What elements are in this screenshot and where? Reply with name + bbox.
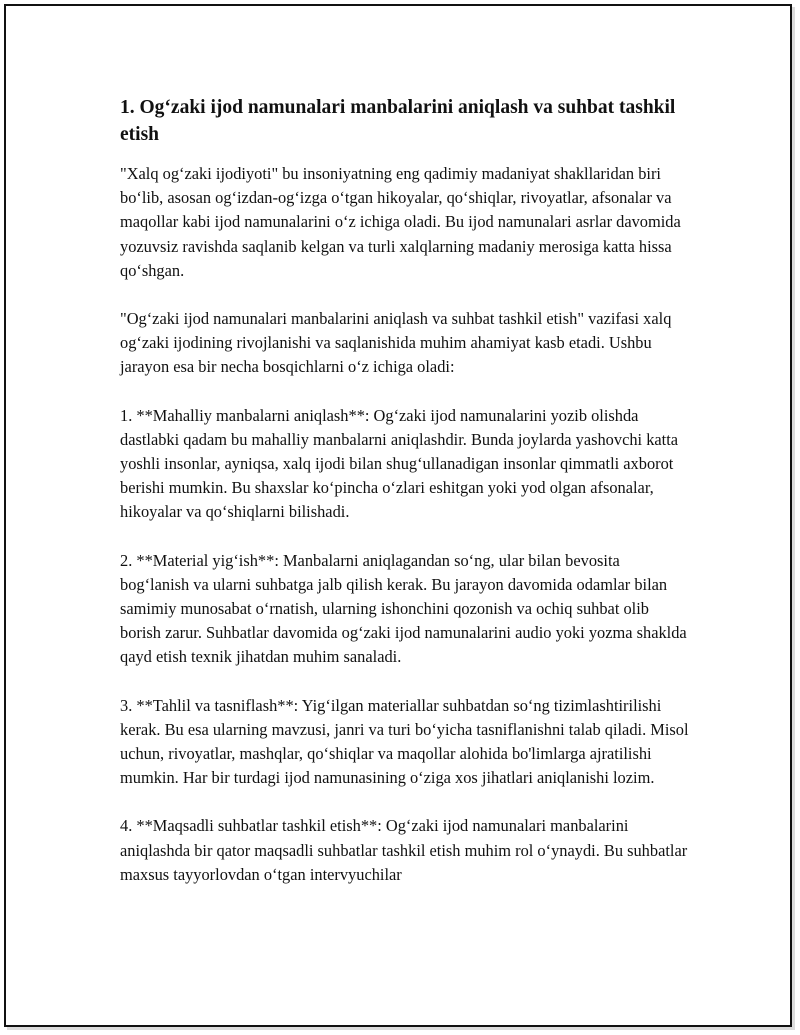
paragraph-task: "Og‘zaki ijod namunalari manbalarini aniqlash va suhbat tashkil etish" vazifasi xalq og‘zaki ijodining rivojlanishi va saqlanishida muhim ahamiyat kasb etadi. Ushbu jarayon esa bir necha bosqichlarni o‘z ichiga oladi: bbox=[120, 309, 672, 377]
document-page bbox=[4, 4, 792, 1027]
section-heading: 1. Og‘zaki ijod namunalari manbalarini aniqlash va suhbat tashkil etish bbox=[120, 97, 676, 145]
paragraph-step-2: 2. **Material yig‘ish**: Manbalarni aniqlagandan so‘ng, ular bilan bevosita bog‘lanish va ularni suhbatga jalb qilish kerak. Bu jarayon davomida odamlar bilan samimiy munosabat o‘rnatish, ularning ishonchini qozonish va ochiq suhbat olib borish zarur. Suhbatlar davomida og‘zaki ijod namunalarini audio yoki yozma shaklda qayd etish texnik jihatdan muhim sanaladi. bbox=[120, 550, 687, 667]
paragraph-step-3: 3. **Tahlil va tasniflash**: Yig‘ilgan materiallar suhbatdan so‘ng tizimlashtirilishi kerak. Bu esa ularning mavzusi, janri va turi bo‘yicha tasniflanishni talab qiladi. Misol uchun, rivoyatlar, mashqlar, qo‘shiqlar va maqollar alohida bo'limlarga ajratilishi mumkin. Har bir turdagi ijod namunasining o‘ziga xos jihatlari aniqlanishi lozim. bbox=[120, 695, 689, 788]
document-body bbox=[120, 94, 690, 911]
paragraph-step-1: 1. **Mahalliy manbalarni aniqlash**: Og‘zaki ijod namunalarini yozib olishda dastlabki qadam bu mahalliy manbalarni aniqlashdir. Bunda joylarda yashovchi katta yoshli insonlar, ayniqsa, xalq ijodi bilan shug‘ullanadigan insonlar qimmatli axborot berishi mumkin. Bu shaxslar ko‘pincha o‘zlari eshitgan yoki yod olgan afsonalar, hikoyalar va qo‘shiqlarni bilishadi. bbox=[120, 405, 679, 522]
paragraph-intro: "Xalq og‘zaki ijodiyoti" bu insoniyatning eng qadimiy madaniyat shakllaridan biri bo‘lib, asosan og‘izdan-og‘izga o‘tgan hikoyalar, qo‘shiqlar, rivoyatlar, afsonalar va maqollar kabi ijod namunalarini o‘z ichiga oladi. Bu ijod namunalari asrlar davomida yozuvsiz ravishda saqlanib kelgan va turli xalqlarning madaniy merosiga katta hissa qo‘shgan. bbox=[120, 164, 681, 280]
paragraph-step-4: 4. **Maqsadli suhbatlar tashkil etish**: Og‘zaki ijod namunalari manbalarini aniqlashda bir qator maqsadli suhbatlar tashkil etish muhim rol o‘ynaydi. Bu suhbatlar maxsus tayyorlovdan o‘tgan intervyuchilar bbox=[120, 816, 688, 884]
